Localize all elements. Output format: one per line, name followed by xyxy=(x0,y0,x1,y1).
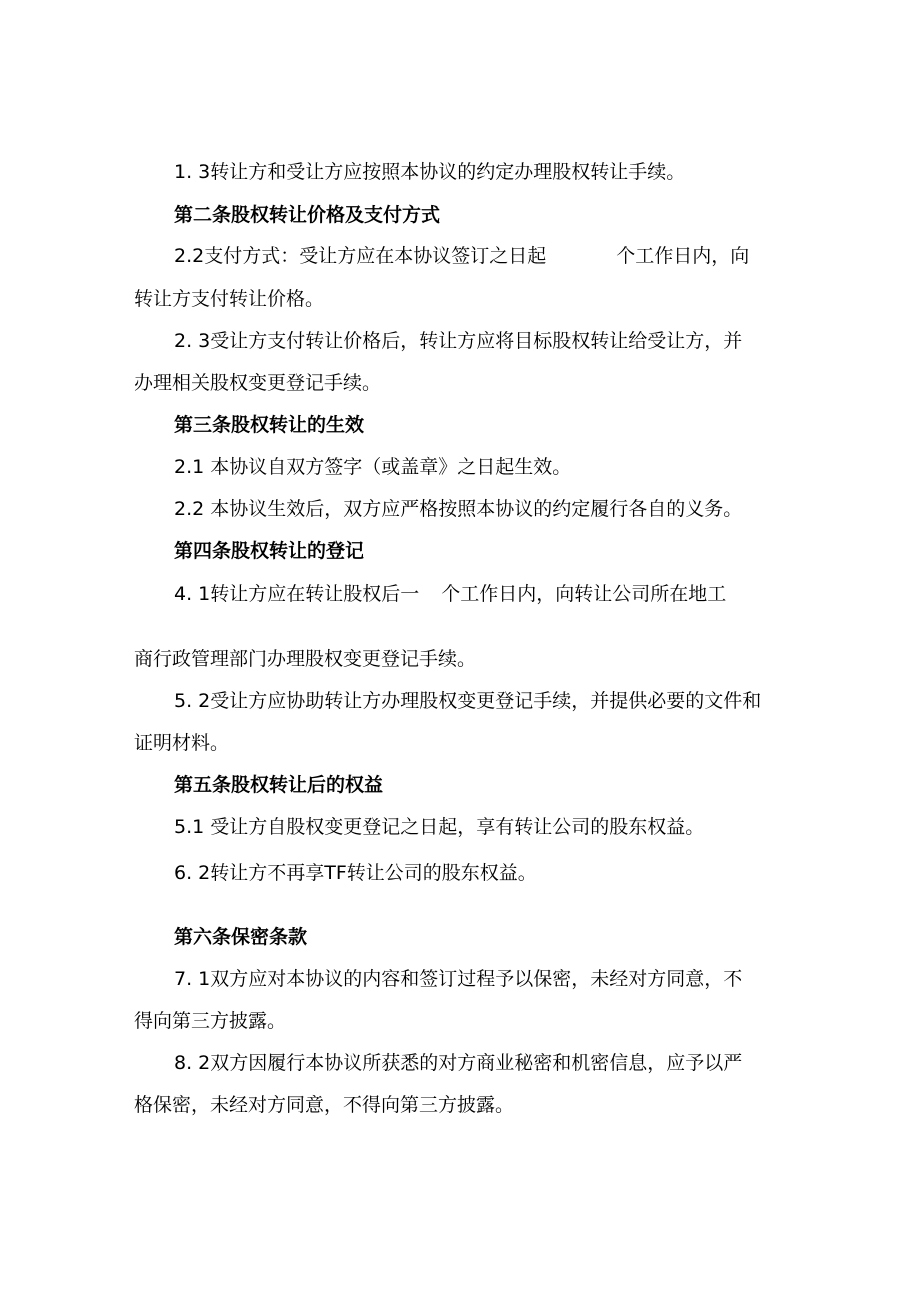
heading-article-4: 第四条股权转让的登记 xyxy=(174,540,365,562)
clause-2-2-text-a: 2.2支付方式：受让方应在本协议签订之日起 xyxy=(174,245,547,267)
clause-2-3-line-1: 2. 3受让方支付转让价格后，转让方应将目标股权转让给受让方，并 xyxy=(174,330,743,352)
clause-4-2-line-1: 5. 2受让方应协助转让方办理股权变更登记手续，并提供必要的文件和 xyxy=(174,690,762,712)
clause-5-1: 5.1 受让方自股权变更登记之日起，享有转让公司的股东权益。 xyxy=(174,816,705,838)
clause-3-2: 2.2 本协议生效后，双方应严格按照本协议的约定履行各自的义务。 xyxy=(174,498,743,520)
heading-article-5: 第五条股权转让后的权益 xyxy=(174,774,384,796)
clause-4-1-text-b: 个工作日内，向转让公司所在地工 xyxy=(441,583,727,605)
clause-4-1-line-2: 商行政管理部门办理股权变更登记手续。 xyxy=(134,648,477,670)
heading-article-6: 第六条保密条款 xyxy=(174,926,308,948)
heading-article-2: 第二条股权转让价格及支付方式 xyxy=(174,204,441,226)
clause-6-1-line-1: 7. 1双方应对本协议的内容和签订过程予以保密，未经对方同意，不 xyxy=(174,968,743,990)
clause-2-2-text-b: 个工作日内，向 xyxy=(616,245,750,267)
clause-6-1-line-2: 得向第三方披露。 xyxy=(134,1010,287,1032)
clause-2-2-line-2: 转让方支付转让价格。 xyxy=(134,288,325,310)
clause-4-1-text-a: 4. 1转让方应在转让股权后一 xyxy=(174,583,420,605)
heading-article-3: 第三条股权转让的生效 xyxy=(174,414,365,436)
clause-5-2: 6. 2转让方不再享TF转让公司的股东权益。 xyxy=(174,862,537,884)
clause-2-3-line-2: 办理相关股权变更登记手续。 xyxy=(134,372,382,394)
clause-1-3: 1. 3转让方和受让方应按照本协议的约定办理股权转让手续。 xyxy=(174,161,686,183)
clause-2-2-line-1 xyxy=(174,244,749,268)
clause-3-1: 2.1 本协议自双方签字（或盖章》之日起生效。 xyxy=(174,456,572,478)
clause-4-1-line-1 xyxy=(174,582,726,606)
clause-6-2-line-2: 格保密，未经对方同意，不得向第三方披露。 xyxy=(134,1094,515,1116)
clause-6-2-line-1: 8. 2双方因履行本协议所获悉的对方商业秘密和机密信息，应予以严 xyxy=(174,1052,743,1074)
clause-4-2-line-2: 证明材料。 xyxy=(134,732,230,754)
